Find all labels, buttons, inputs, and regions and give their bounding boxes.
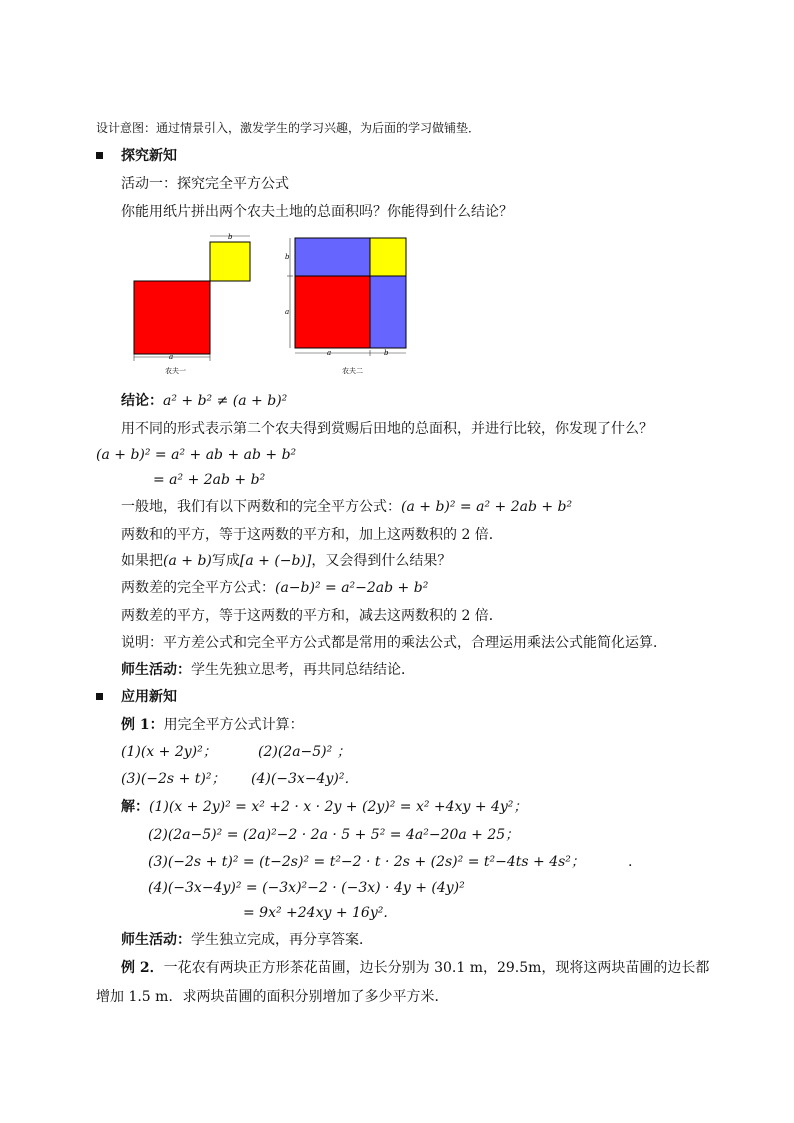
diff-formula-text: 两数差的完全平方公式： <box>121 580 275 596</box>
derivation-line1: (a + b)² = a² + ab + ab + b² <box>96 447 297 463</box>
yellow-square-b <box>210 242 250 281</box>
label-b-side: b <box>285 253 290 261</box>
section-title: 应用新知 <box>121 689 177 705</box>
activity-note-2 <box>121 930 373 950</box>
example1-part4: (4)(−3x−4y)²． <box>251 771 359 787</box>
solution-s3: (3)(−2s + t)² = (t−2s)² = t²−2 · t · 2s + (2s)² = t²−4ts + 4s²； <box>148 854 585 870</box>
example2-text: 一花农有两块正方形茶花苗圃，边长分别为 30.1 m，29.5m，现将这两块苗圃的边长都 <box>163 960 710 976</box>
solution-s4: (4)(−3x−4y)² = (−3x)²−2 · (−3x) · 4y + (4y)² <box>148 880 465 896</box>
conclusion <box>121 391 287 411</box>
bullet-square-icon <box>96 152 103 159</box>
design-intent: 设计意图：通过情景引入，激发学生的学习兴趣，为后面的学习做铺垫． <box>96 121 481 135</box>
label-a-left: a <box>169 353 174 361</box>
activity-note-text: 学生独立完成，再分享答案． <box>191 932 373 948</box>
diff-formula <box>121 578 428 598</box>
example2-line1 <box>121 958 709 978</box>
diff-formula-expr: (a−b)² = a²−2ab + b² <box>275 580 429 596</box>
example2-line2: 增加 1.5 m．求两块苗圃的面积分别增加了多少平方米． <box>96 989 449 1005</box>
sum-formula-expr: (a + b)² = a² + 2ab + b² <box>401 499 573 515</box>
sum-formula-description: 两数和的平方，等于这两数的平方和，加上这两数积的 2 倍． <box>121 527 503 543</box>
solution-s1: (1)(x + 2y)² = x² +2 · x · 2y + (2y)² = x² +4xy + 4y²； <box>149 799 528 815</box>
rewrite-expr1: (a + b) <box>163 553 212 569</box>
solution-s2: (2)(2a−5)² = (2a)²−2 · 2a · 5 + 5² = 4a²−20a + 25； <box>148 827 520 843</box>
red-square-a-right <box>295 276 370 348</box>
conclusion-label: 结论： <box>121 393 163 409</box>
label-b-left: b <box>228 233 233 241</box>
bullet-square-icon <box>96 693 103 700</box>
diff-formula-description: 两数差的平方，等于这两数的平方和，减去这两数积的 2 倍． <box>121 608 503 624</box>
solution-label: 解： <box>121 799 149 815</box>
activity-note-label: 师生活动： <box>121 662 191 678</box>
example1-heading <box>121 715 304 735</box>
solution-s4b: = 9x² +24xy + 16y². <box>243 905 388 921</box>
yellow-square-b-right <box>370 238 406 276</box>
sum-formula-text: 一般地，我们有以下两数和的完全平方公式： <box>121 499 401 515</box>
section-heading-apply <box>96 687 177 707</box>
activity-note-label: 师生活动： <box>121 932 191 948</box>
sum-formula <box>121 497 572 517</box>
note: 说明：平方差公式和完全平方公式都是常用的乘法公式，合理运用乘法公式能简化运算． <box>121 635 667 651</box>
rewrite-text3: ，又会得到什么结果？ <box>311 553 452 569</box>
rewrite-question <box>121 551 451 571</box>
caption-farmer-one: 农夫一 <box>165 367 186 375</box>
rewrite-text2: 写成 <box>211 553 240 569</box>
label-a-bottom: a <box>327 349 332 357</box>
label-a-side: a <box>285 308 290 316</box>
blue-rect-right <box>370 276 406 348</box>
example1-label: 例 1： <box>121 717 164 733</box>
caption-farmer-two: 农夫二 <box>342 367 363 375</box>
example1-part3: (3)(−2s + t)²； <box>121 771 226 787</box>
example1-part1: (1)(x + 2y)²； <box>121 744 217 760</box>
example1-part2: (2)(2a−5)² ； <box>258 744 351 760</box>
solution-line1 <box>121 797 527 817</box>
rewrite-expr2: [a + (−b)] <box>239 553 312 569</box>
rewrite-text1: 如果把 <box>121 553 163 569</box>
label-b-bottom: b <box>384 349 389 357</box>
example2-label: 例 2． <box>121 960 164 976</box>
derivation-prompt: 用不同的形式表示第二个农夫得到赏赐后田地的总面积，并进行比较，你发现了什么？ <box>121 421 653 437</box>
derivation-line2: = a² + 2ab + b² <box>153 472 266 488</box>
blue-rect-top <box>295 238 370 276</box>
farmers-figure <box>120 230 420 378</box>
example1-text: 用完全平方公式计算： <box>163 717 304 733</box>
activity-note-1 <box>121 660 415 680</box>
activity-note-text: 学生先独立思考，再共同总结结论． <box>191 662 415 678</box>
conclusion-formula: a² + b² ≠ (a + b)² <box>163 393 288 409</box>
section-title: 探究新知 <box>121 148 177 164</box>
red-square-a <box>134 281 210 354</box>
activity-question: 你能用纸片拼出两个农夫土地的总面积吗？你能得到什么结论？ <box>121 204 513 220</box>
section-heading-explore <box>96 146 177 166</box>
solution-s3-dot: . <box>628 854 633 870</box>
activity-title: 活动一：探究完全平方公式 <box>121 176 289 192</box>
